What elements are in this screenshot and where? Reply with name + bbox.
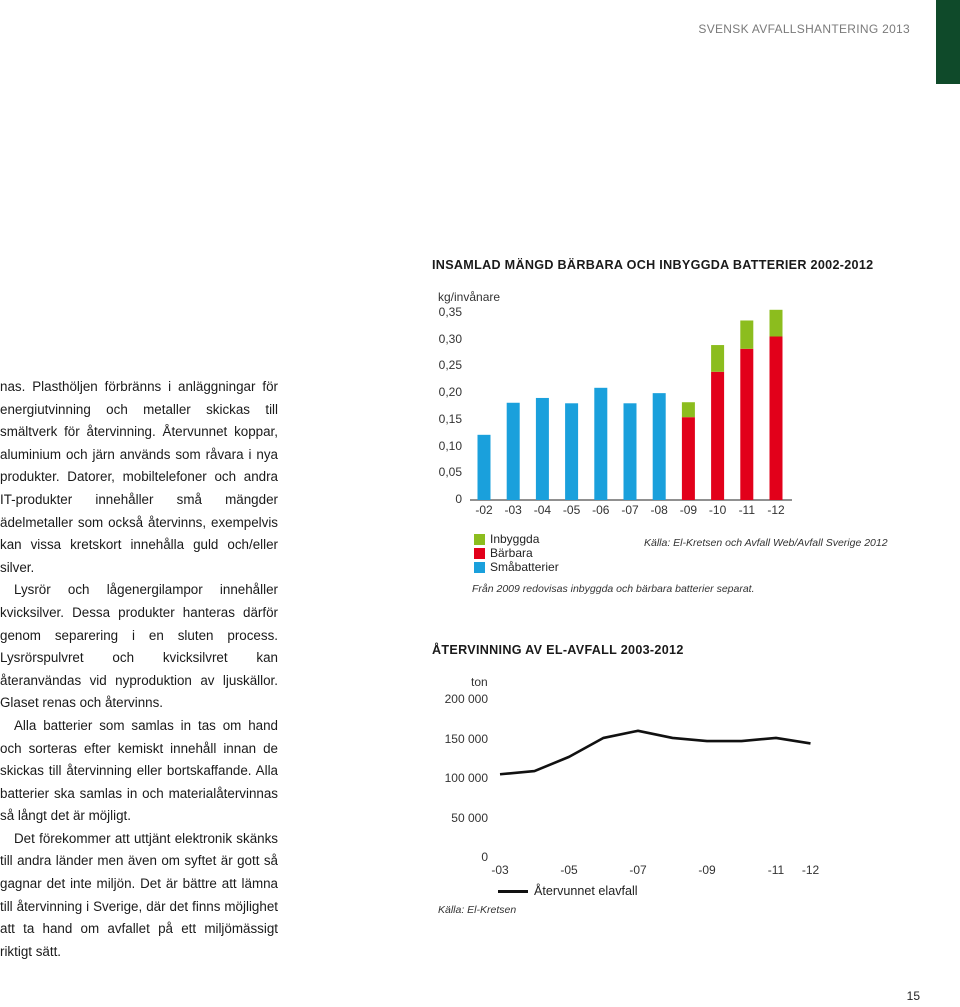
legend-label: Bärbara xyxy=(490,546,533,560)
bar-y-tick-label: 0,30 xyxy=(438,331,462,346)
bar-x-tick-label: -08 xyxy=(650,503,668,517)
paragraph: Det förekommer att uttjänt elektronik skänks till andra länder men även om syftet är gott så gagnar det inte miljön. Det är bättre att lämna till återvinning i Sverige, där det finns möjlighet att ta hand om avfallet på ett miljömässigt riktigt sätt. xyxy=(0,830,278,959)
paragraph: Lysrör och lågenergilampor innehåller kvicksilver. Dessa produkter hanteras därför genom separering i en sluten process. Lysrörspulvret och kvicksilvret kan återanvändas vid nyproduktion av ljuskällor. Glaset renas och återvinns. xyxy=(0,582,278,711)
bar-x-tick-label: -06 xyxy=(592,503,610,517)
line-y-tick-label: 100 000 xyxy=(444,771,488,785)
bar-y-tick-label: 0,05 xyxy=(438,465,462,480)
bar-x-tick-label: -05 xyxy=(562,503,581,517)
line-x-tick-label: -11 xyxy=(767,863,785,877)
legend-label: Småbatterier xyxy=(490,560,559,574)
line-x-tick-label: -03 xyxy=(491,863,509,877)
line-x-tick-label: -07 xyxy=(629,863,647,877)
paragraph: nas. Plasthöljen förbränns i anläggningar för energiutvinning och metaller skickas till smältverk för återvinning. Återvunnet koppar, aluminium och järn används som råvara i nya produkter. Datorer, mobiltelefoner och andra IT-produkter innehåller små mängder ädelmetaller som också återvinns, exempelvis kan vissa kretskort innehålla guld och/eller silver. xyxy=(0,379,278,575)
line-y-tick-label: 0 xyxy=(481,850,488,864)
bar-y-tick-label: 0,10 xyxy=(438,438,462,453)
bar-chart-note: Från 2009 redovisas inbyggda och bärbara batterier separat. xyxy=(472,583,755,595)
bar-y-tick-label: 0,35 xyxy=(438,305,462,319)
running-header: SVENSK AVFALLSHANTERING 2013 xyxy=(698,22,910,36)
line-legend-label: Återvunnet elavfall xyxy=(534,884,638,898)
bar-chart-unit: kg/invånare xyxy=(438,290,501,304)
line-chart-unit: ton xyxy=(471,675,488,689)
bar-y-tick-label: 0 xyxy=(455,492,462,506)
paragraph: Alla batterier som samlas in tas om hand och sorteras efter kemiskt innehåll innan de skickas till återvinning eller bortskaffande. Alla batterier ska samlas in och materialåtervinnas så långt det är möjligt. xyxy=(0,717,278,824)
line-legend-swatch xyxy=(498,890,528,893)
bar-x-tick-label: -04 xyxy=(533,503,552,517)
line-x-tick-label: -05 xyxy=(560,863,578,877)
bar-x-tick-label: -09 xyxy=(679,503,698,517)
bar-x-tick-label: -11 xyxy=(738,503,756,517)
line-series-atervunnet-elavfall xyxy=(500,731,811,774)
line-x-tick-label: -09 xyxy=(698,863,716,877)
bar-x-tick-label: -02 xyxy=(475,503,493,517)
bar-x-tick-label: -03 xyxy=(504,503,522,517)
legend-label: Inbyggda xyxy=(490,532,540,546)
line-chart-title: ÅTERVINNING AV EL-AVFALL 2003-2012 xyxy=(432,643,684,657)
line-x-tick-label: -12 xyxy=(801,863,820,877)
line-y-tick-label: 200 000 xyxy=(444,692,488,706)
bar-x-tick-label: -10 xyxy=(708,503,727,517)
bar-y-tick-label: 0,20 xyxy=(438,385,462,400)
bar-chart-source: Källa: El-Kretsen och Avfall Web/Avfall Sverige 2012 xyxy=(644,537,888,549)
bar-x-tick-label: -07 xyxy=(621,503,639,517)
bar-y-tick-label: 0,15 xyxy=(438,411,462,426)
line-y-tick-label: 50 000 xyxy=(451,810,488,825)
bar-y-tick-label: 0,25 xyxy=(438,358,462,373)
bar-chart-title: INSAMLAD MÄNGD BÄRBARA OCH INBYGGDA BATTERIER 2002-2012 xyxy=(432,258,874,272)
line-chart-source: Källa: El-Kretsen xyxy=(438,904,517,916)
line-y-tick-label: 150 000 xyxy=(444,731,488,746)
bar-x-tick-label: -12 xyxy=(767,503,785,517)
page-number: 15 xyxy=(906,989,920,1003)
